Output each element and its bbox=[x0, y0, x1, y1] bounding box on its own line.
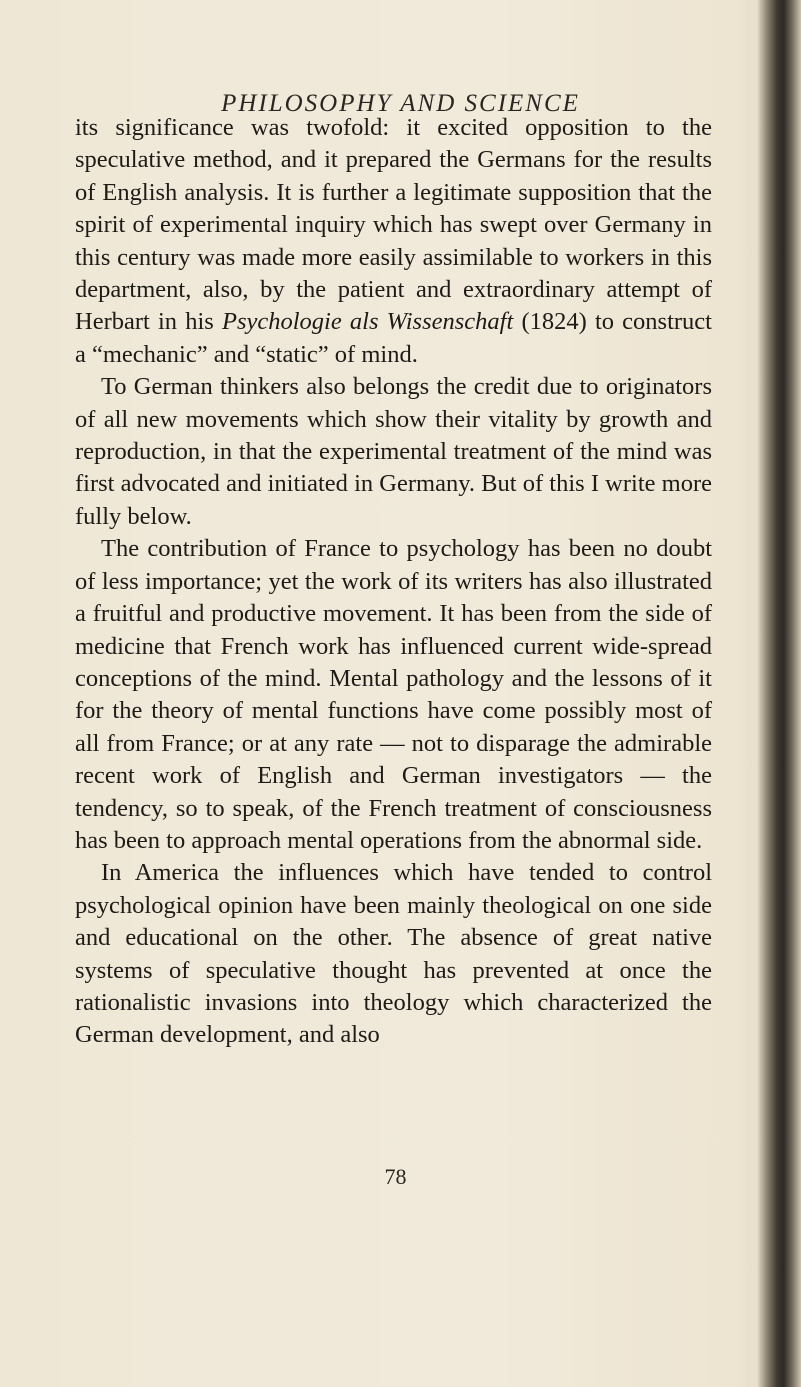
paragraph-2: To German thinkers also belongs the credit due to originators of all new movements which show their vitality by growth and reproduction, in that the experimental treatment of the mind was first advocated and initiated in Germany. But of this I write more fully below. bbox=[75, 373, 712, 530]
paragraph-1 bbox=[75, 112, 712, 371]
paragraph-1-text-before: its significance was twofold: it excited opposition to the speculative method, and it prepared the Germans for the results of English analysis. It is further a legitimate supposition that the spirit of experimental inquiry which has swept over Germany in this century was made more easily assimilable to workers in this department, also, by the patient and extraordinary attempt of Herbart in his bbox=[75, 114, 712, 336]
page-number: 78 bbox=[384, 1164, 407, 1189]
book-title-italic: Psychologie als Wissenschaft bbox=[222, 308, 514, 336]
paragraph-4: In America the influences which have tended to control psychological opinion have been mainly theological on one side and educational on the other. The absence of great native systems of speculative thought has prevented at once the rationalistic invasions into theology which characterized the German development, and also bbox=[75, 859, 712, 1049]
running-head: PHILOSOPHY AND SCIENCE bbox=[221, 90, 580, 117]
body-text bbox=[75, 112, 712, 1052]
paragraph-1-text-after: (1824) to construct a “mechanic” and “static” of mind. bbox=[75, 308, 712, 368]
paragraph-3: The contribution of France to psychology has been no doubt of less importance; yet the work of its writers has also illustrated a fruitful and productive movement. It has been from the side of medicine that French work has influenced current wide-spread conceptions of the mind. Mental pathology and the lessons of it for the theory of mental functions have come possibly most of all from France; or at any rate — not to disparage the admirable recent work of English and German investigators — the tendency, so to speak, of the French treatment of consciousness has been to approach mental operations from the abnormal side. bbox=[75, 535, 712, 854]
